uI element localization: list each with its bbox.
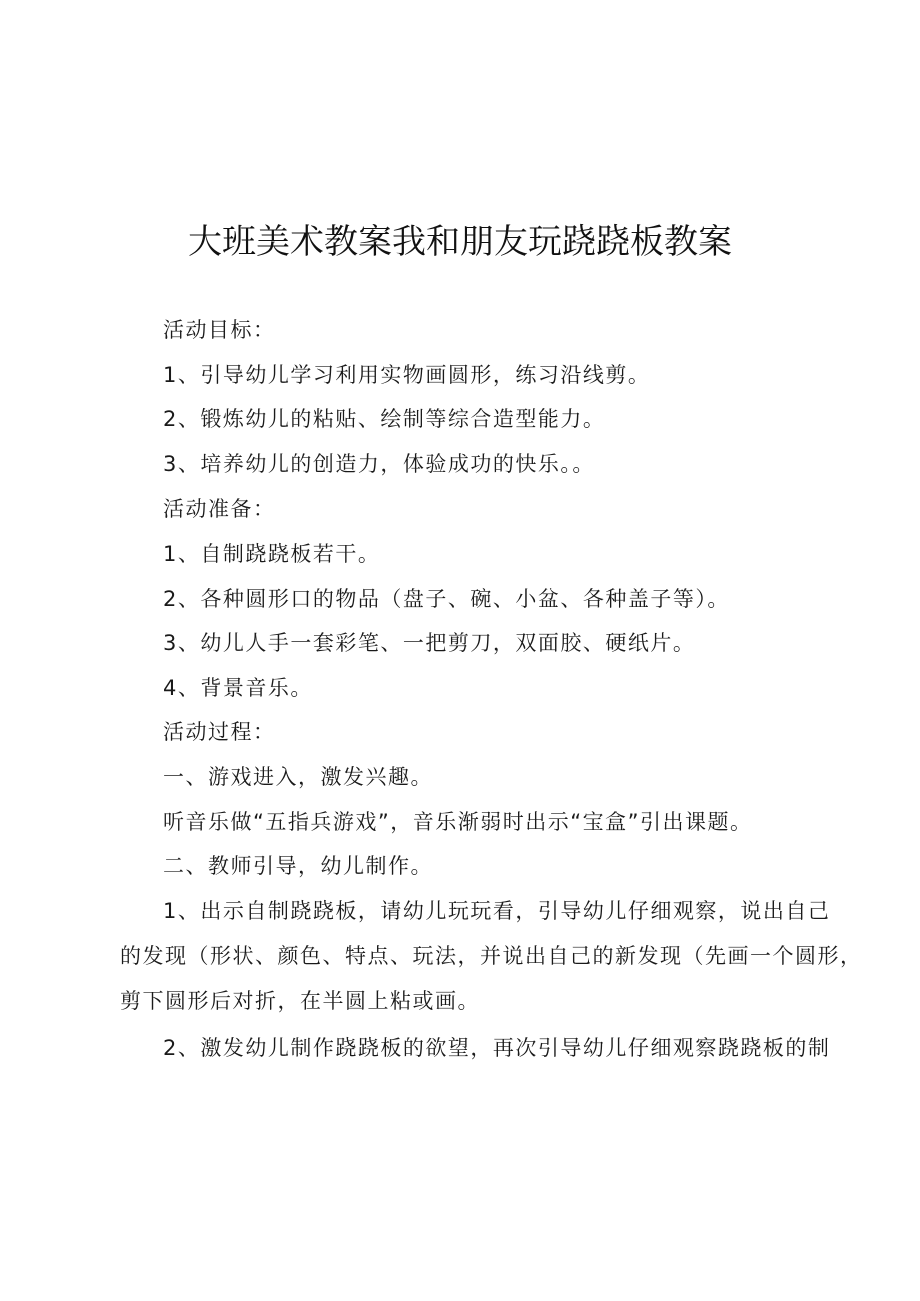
paragraph: 3、幼儿人手一套彩笔、一把剪刀，双面胶、硬纸片。 (163, 631, 696, 655)
paragraph: 一、游戏进入，激发兴趣。 (163, 765, 433, 789)
paragraph-line: 2、激发幼儿制作跷跷板的欲望，再次引导幼儿仔细观察跷跷板的制 (163, 1036, 831, 1060)
paragraph: 2、锻炼幼儿的粘贴、绘制等综合造型能力。 (163, 407, 606, 431)
paragraph: 2、各种圆形口的物品（盘子、碗、小盆、各种盖子等）。 (163, 587, 730, 611)
paragraph: 1、自制跷跷板若干。 (163, 542, 381, 566)
section-heading-preparation: 活动准备： (163, 497, 276, 521)
document-title: 大班美术教案我和朋友玩跷跷板教案 (188, 222, 732, 262)
paragraph: 听音乐做“五指兵游戏”，音乐渐弱时出示“宝盒”引出课题。 (163, 810, 753, 834)
paragraph-line: 剪下圆形后对折，在半圆上粘或画。 (120, 989, 480, 1013)
paragraph-line: 1、出示自制跷跷板，请幼儿玩玩看，引导幼儿仔细观察，说出自己 (163, 899, 831, 923)
section-heading-goals: 活动目标： (163, 318, 276, 342)
paragraph: 3、培养幼儿的创造力，体验成功的快乐。。 (163, 452, 595, 476)
paragraph-line: 的发现（形状、颜色、特点、玩法，并说出自己的新发现（先画一个圆形， (120, 944, 863, 968)
paragraph: 1、引导幼儿学习利用实物画圆形，练习沿线剪。 (163, 363, 651, 387)
paragraph: 二、教师引导，幼儿制作。 (163, 854, 433, 878)
paragraph: 4、背景音乐。 (163, 676, 313, 700)
section-heading-process: 活动过程： (163, 720, 276, 744)
